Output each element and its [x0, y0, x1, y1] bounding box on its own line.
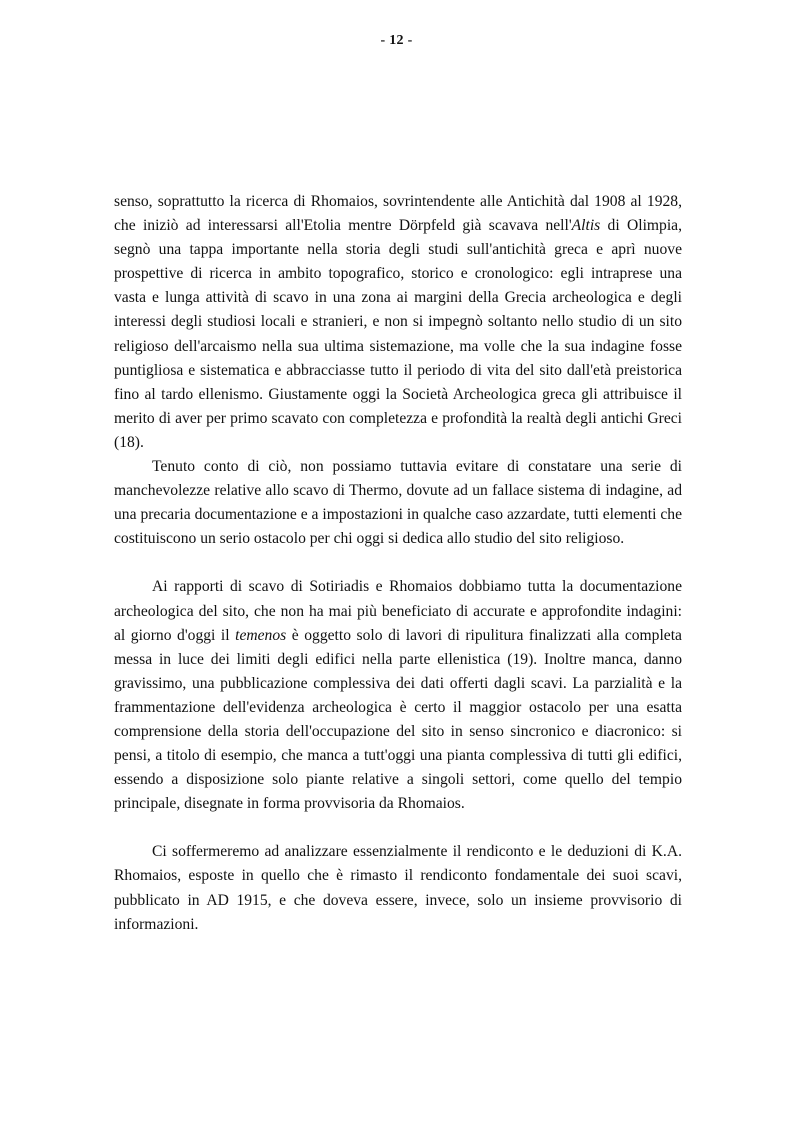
- paragraph-3-italic-temenos: temenos: [235, 626, 287, 644]
- paragraph-1-italic-altis: Altis: [571, 217, 601, 235]
- paragraph-1-text-a: senso, soprattutto la ricerca di Rhomaios, sovrintendente alle Antichità dal 1908 al 1928, che iniziò ad interessarsi all'Etolia mentre Dörpfeld già scavava nell': [114, 193, 682, 235]
- page-number: - 12 -: [380, 33, 413, 48]
- paragraph-3-text-a: Ai rapporti di scavo di Sotiriadis e Rhomaios dobbiamo tutta la documentazione archeologica del sito, che non ha mai più beneficiato di accurate e approfondite indagini: al giorno d'oggi il: [114, 578, 682, 644]
- body-text: [114, 190, 682, 937]
- paragraph-1: [114, 190, 682, 455]
- paragraph-4: Ci soffermeremo ad analizzare essenzialmente il rendiconto e le deduzioni di K.A. Rhomaios, esposte in quello che è rimasto il rendiconto fondamentale dei suoi scavi, pubblicato in AD 1915, e che doveva essere, invece, solo un insieme provvisorio di informazioni.: [114, 843, 682, 933]
- paragraph-3: [114, 575, 682, 816]
- paragraph-3-text-b: è oggetto solo di lavori di ripulitura finalizzati alla completa messa in luce dei limiti degli edifici nella parte ellenistica (19). Inoltre manca, danno gravissimo, una pubblicazione complessiva dei dati offerti dagli scavi. La parzialità e la frammentazione dell'evidenza archeologica è certo il maggior ostacolo per una esatta comprensione della storia dell'occupazione del sito in senso sincronico e diacronico: si pensi, a titolo di esempio, che manca a tutt'oggi una pianta complessiva di tutti gli edifici, essendo a disposizione solo piante relative a singoli settori, come quello del tempio principale, disegnate in forma provvisoria da Rhomaios.: [114, 626, 682, 813]
- paragraph-1-text-b: di Olimpia, segnò una tappa importante nella storia degli studi sull'antichità greca e aprì nuove prospettive di ricerca in ambito topografico, storico e cronologico: egli intraprese una vasta e lunga attività di scavo in una zona ai margini della Grecia archeologica e degli interessi degli studiosi locali e stranieri, e non si impegnò soltanto nello studio di un sito religioso dell'arcaismo nella sua ultima sistemazione, ma volle che la sua indagine fosse puntigliosa e sistematica e abbracciasse tutto il periodo di vita del sito dall'età preistorica fino al tardo ellenismo. Giustamente oggi la Società Archeologica greca gli attribuisce il merito di aver per primo scavato con completezza e profondità la realtà degli antichi Greci (18).: [114, 217, 682, 451]
- paragraph-2: Tenuto conto di ciò, non possiamo tuttavia evitare di constatare una serie di manchevolezze relative allo scavo di Thermo, dovute ad un fallace sistema di indagine, ad una precaria documentazione e a impostazioni in qualche caso azzardate, tutti elementi che costituiscono un serio ostacolo per chi oggi si dedica allo studio del sito religioso.: [114, 458, 682, 548]
